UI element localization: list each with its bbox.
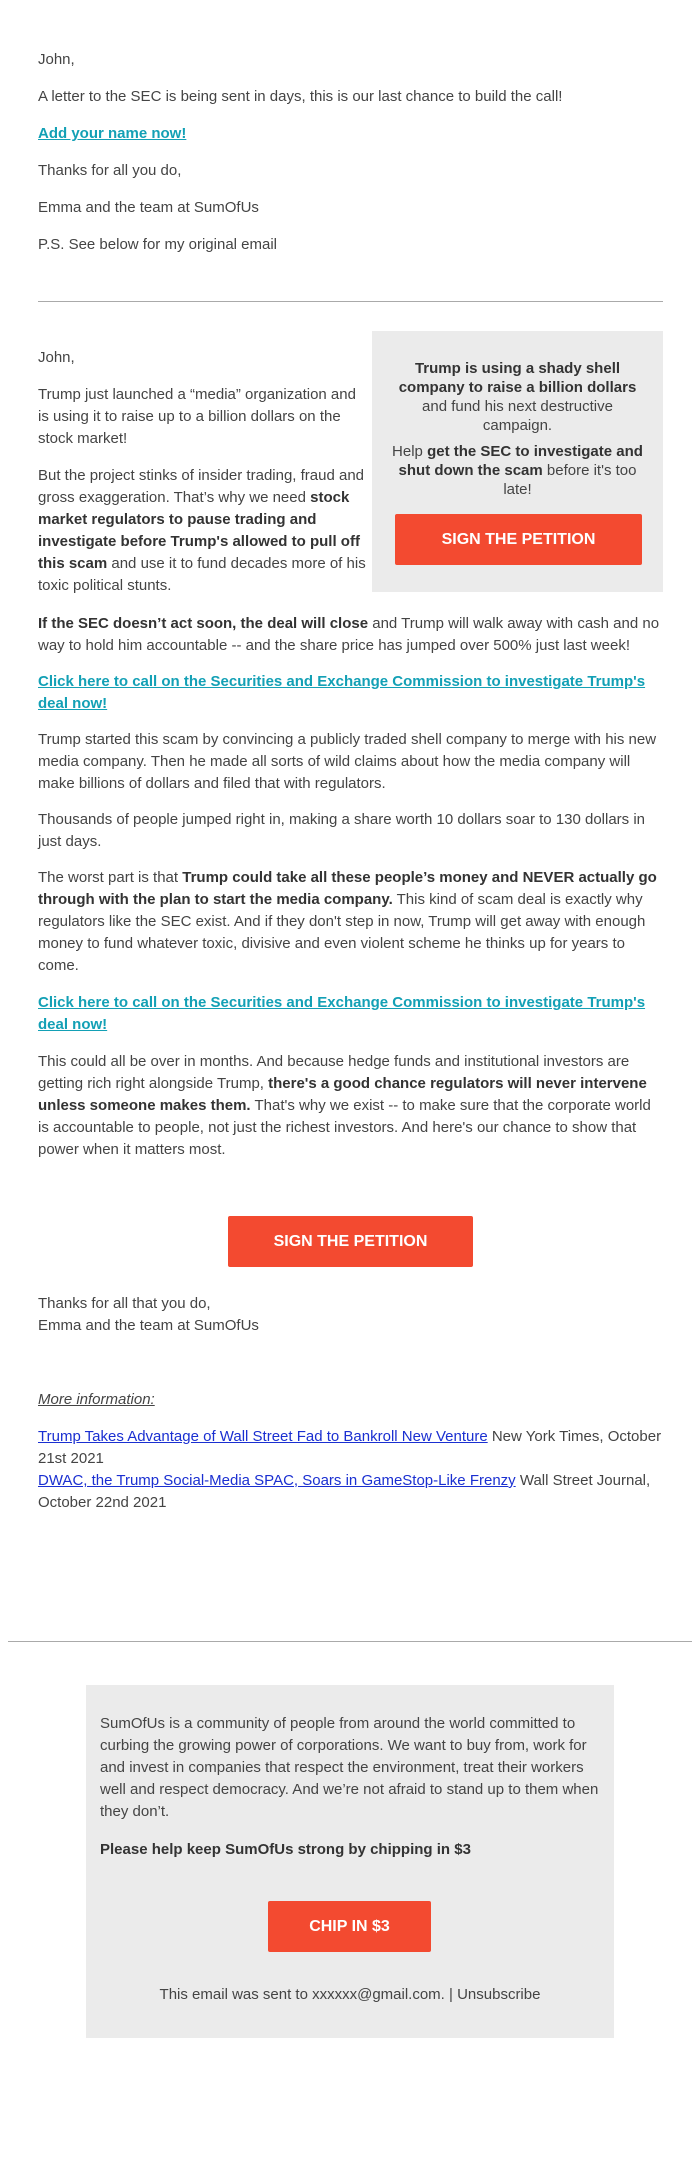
original-signoff: Emma and the team at SumOfUs xyxy=(38,1317,259,1334)
chip-in-button[interactable]: CHIP IN $3 xyxy=(268,1901,431,1952)
original-p2: But the project stinks of insider trading, fraud and gross exaggeration. That’s why we need stock market regulators to pause trading and investigate before Trump's allowed to pull off this scam and use it to fund decades more of his toxic political stunts. xyxy=(38,467,366,594)
footer-divider xyxy=(8,1641,692,1642)
original-p5: Thousands of people jumped right in, making a share worth 10 dollars soar to 130 dollars in just days. xyxy=(38,811,646,850)
footer-ask: Please help keep SumOfUs strong by chipping in $3 xyxy=(100,1841,471,1858)
footer-box xyxy=(86,1685,614,2038)
original-greeting: John, xyxy=(38,349,75,366)
intro-thanks: Thanks for all you do, xyxy=(38,162,182,179)
source-1-link[interactable]: Trump Takes Advantage of Wall Street Fad to Bankroll New Venture xyxy=(38,1428,488,1445)
intro-line: A letter to the SEC is being sent in days, this is our last chance to build the call! xyxy=(38,88,563,105)
intro-signoff: Emma and the team at SumOfUs xyxy=(38,199,259,216)
original-thanks: Thanks for all that you do, xyxy=(38,1295,211,1312)
intro-ps: P.S. See below for my original email xyxy=(38,236,278,253)
callout-text-1: Trump is using a shady shell company to raise a billion dollars and fund his next destructive campaign. xyxy=(398,360,637,434)
intro-greeting: John, xyxy=(38,51,75,68)
petition-callout-box xyxy=(372,331,663,592)
section-divider xyxy=(38,301,663,302)
source-2: DWAC, the Trump Social-Media SPAC, Soars in GameStop-Like Frenzy Wall Street Journal, October 22nd 2021 xyxy=(38,1472,651,1511)
sign-petition-button-main[interactable]: SIGN THE PETITION xyxy=(228,1216,473,1267)
original-p1: Trump just launched a “media” organization and is using it to raise up to a billion dollars on the stock market! xyxy=(38,386,356,447)
footer-sent-to: This email was sent to xxxxxx@gmail.com. | Unsubscribe xyxy=(159,1986,541,2003)
call-sec-link-1[interactable]: Click here to call on the Securities and Exchange Commission to investigate Trump's deal now! xyxy=(38,673,646,712)
more-info-heading: More information: xyxy=(38,1391,155,1408)
footer-about: SumOfUs is a community of people from around the world committed to curbing the growing power of corporations. We want to buy from, work for and invest in companies that respect the environment, treat their workers well and respect democracy. And we’re not afraid to stand up to them when they don’t. xyxy=(100,1715,599,1820)
original-p7: This could all be over in months. And because hedge funds and institutional investors are getting rich right alongside Trump, there's a good chance regulators will never intervene unless someone makes them. That's why we exist -- to make sure that the corporate world is accountable to people, not just the richest investors. And here's our chance to show that power when it matters most. xyxy=(38,1053,651,1158)
original-p6: The worst part is that Trump could take all these people’s money and NEVER actually go through with the plan to start the media company. This kind of scam deal is exactly why regulators like the SEC exist. And if they don't step in now, Trump will get away with enough money to fund whatever toxic, divisive and even violent scheme he thinks up for years to come. xyxy=(38,869,657,974)
sign-petition-button-top[interactable]: SIGN THE PETITION xyxy=(395,514,642,565)
call-sec-link-2[interactable]: Click here to call on the Securities and Exchange Commission to investigate Trump's deal now! xyxy=(38,994,646,1033)
add-name-link[interactable]: Add your name now! xyxy=(38,125,187,142)
callout-text-2: Help get the SEC to investigate and shut down the scam before it's too late! xyxy=(392,443,643,498)
original-p4: Trump started this scam by convincing a publicly traded shell company to merge with his new media company. Then he made all sorts of wild claims about how the media company will make billions of dollars and filed that with regulators. xyxy=(38,731,657,792)
source-1: Trump Takes Advantage of Wall Street Fad to Bankroll New Venture New York Times, October 21st 2021 xyxy=(38,1428,662,1467)
source-2-link[interactable]: DWAC, the Trump Social-Media SPAC, Soars in GameStop-Like Frenzy xyxy=(38,1472,516,1489)
original-p3: If the SEC doesn’t act soon, the deal will close and Trump will walk away with cash and no way to hold him accountable -- and the share price has jumped over 500% just last week! xyxy=(38,615,660,654)
